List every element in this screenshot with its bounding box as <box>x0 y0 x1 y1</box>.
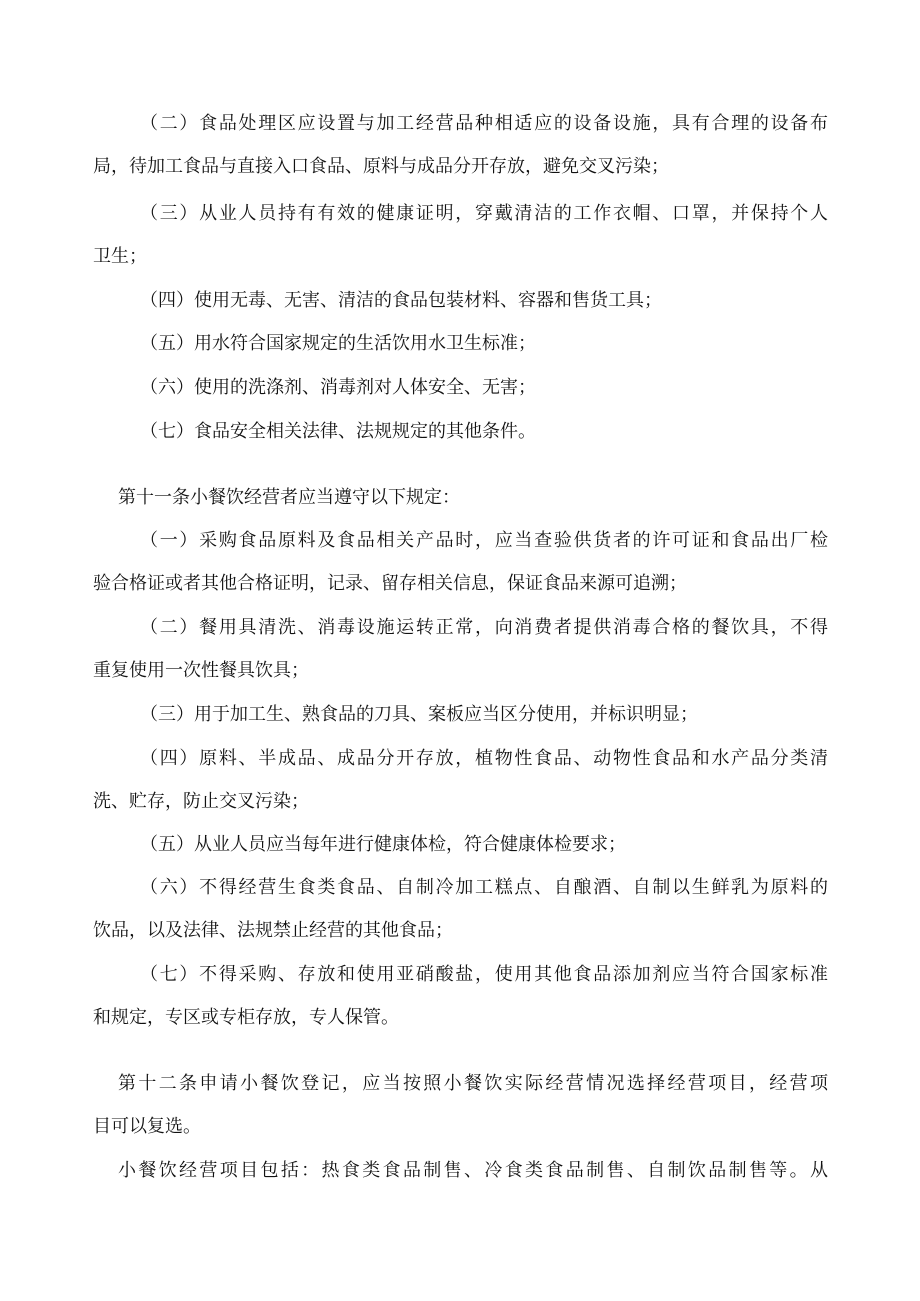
article-12-paragraph-2-line-1: 小餐饮经营项目包括：热食类食品制售、冷食类食品制售、自制饮品制售等。从 <box>118 1160 828 1181</box>
article-11-item-4-line-1: （四）原料、半成品、成品分开存放，植物性食品、动物性食品和水产品分类清 <box>140 748 828 769</box>
item-2-line-1: （二）食品处理区应设置与加工经营品种相适应的设备设施，具有合理的设备布 <box>140 113 828 134</box>
item-4: （四）使用无毒、无害、清洁的食品包装材料、容器和售货工具； <box>140 290 662 311</box>
item-2-line-2: 局，待加工食品与直接入口食品、原料与成品分开存放，避免交叉污染； <box>93 156 669 177</box>
article-11-item-1-line-2: 验合格证或者其他合格证明，记录、留存相关信息，保证食品来源可追溯； <box>93 573 687 594</box>
article-11-item-7-line-1: （七）不得采购、存放和使用亚硝酸盐，使用其他食品添加剂应当符合国家标准 <box>140 964 828 985</box>
item-5: （五）用水符合国家规定的生活饮用水卫生标准； <box>140 333 536 354</box>
item-7: （七）食品安全相关法律、法规规定的其他条件。 <box>140 421 536 442</box>
article-11-item-6-line-2: 饮品，以及法律、法规禁止经营的其他食品； <box>93 920 453 941</box>
article-11-item-5: （五）从业人员应当每年进行健康体检，符合健康体检要求； <box>140 834 626 855</box>
article-11-item-4-line-2: 洗、贮存，防止交叉污染； <box>93 791 309 812</box>
article-11-item-2-line-2: 重复使用一次性餐具饮具； <box>93 660 309 681</box>
item-3-line-1: （三）从业人员持有有效的健康证明，穿戴清洁的工作衣帽、口罩，并保持个人 <box>140 203 828 224</box>
article-12-line-1: 第十二条申请小餐饮登记，应当按照小餐饮实际经营情况选择经营项目，经营项 <box>118 1073 828 1094</box>
article-11-item-3: （三）用于加工生、熟食品的刀具、案板应当区分使用，并标识明显； <box>140 704 698 725</box>
item-6: （六）使用的洗涤剂、消毒剂对人体安全、无害； <box>140 377 536 398</box>
article-12-line-2: 目可以复选。 <box>93 1116 201 1137</box>
item-3-line-2: 卫生； <box>93 246 147 267</box>
article-11-heading: 第十一条小餐饮经营者应当遵守以下规定： <box>118 487 460 508</box>
article-11-item-6-line-1: （六）不得经营生食类食品、自制冷加工糕点、自酿酒、自制以生鲜乳为原料的 <box>140 877 828 898</box>
article-11-item-7-line-2: 和规定，专区或专柜存放，专人保管。 <box>93 1007 399 1028</box>
article-11-item-2-line-1: （二）餐用具清洗、消毒设施运转正常，向消费者提供消毒合格的餐饮具，不得 <box>140 617 828 638</box>
article-11-item-1-line-1: （一）采购食品原料及食品相关产品时，应当查验供货者的许可证和食品出厂检 <box>140 530 828 551</box>
